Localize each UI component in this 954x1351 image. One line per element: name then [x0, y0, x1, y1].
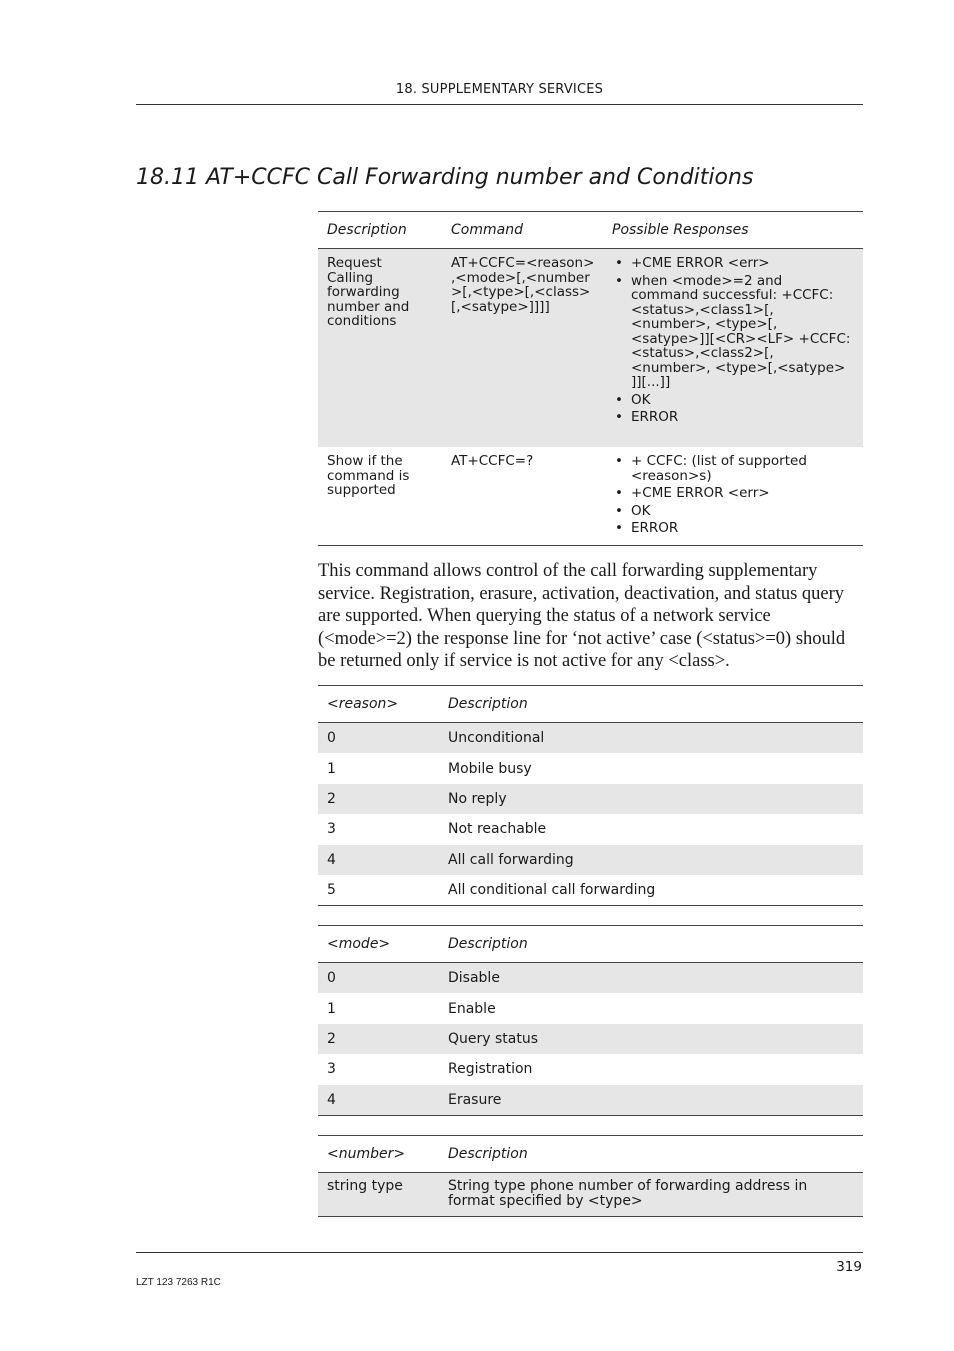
number-description: String type phone number of forwarding address in format specified by <type>	[448, 1178, 808, 1209]
number-table-header	[318, 1136, 863, 1173]
reason-value: 0	[327, 730, 336, 747]
response-item: • +CME ERROR <err>	[612, 486, 851, 501]
reason-description: All call forwarding	[448, 851, 574, 868]
mode-description: Disable	[448, 970, 500, 987]
reason-table	[318, 685, 863, 906]
response-item: • ERROR	[612, 521, 851, 536]
response-item: • OK	[612, 504, 851, 519]
mode-description: Registration	[448, 1061, 533, 1078]
command-table-header	[318, 212, 863, 249]
table-row	[318, 845, 863, 875]
header-rule	[136, 104, 863, 105]
mode-description: Query status	[448, 1030, 539, 1047]
header-description: Description	[448, 1146, 528, 1162]
table-row	[318, 814, 863, 844]
table-row	[318, 875, 863, 905]
section-number: 18.11 AT+CCFC	[136, 165, 311, 190]
reason-description: All conditional call forwarding	[448, 882, 656, 899]
table-row	[318, 1024, 863, 1054]
footer-rule	[136, 1252, 863, 1253]
reason-table-header	[318, 686, 863, 723]
row-command: AT+CCFC=<reason> ,<mode>[,<number >[,<type>[,<class> [,<satype>]]]]	[451, 255, 595, 315]
reason-description: Mobile busy	[448, 760, 532, 777]
row-responses	[603, 249, 863, 447]
command-table	[318, 211, 863, 546]
header-description: Description	[448, 936, 528, 952]
reason-value: 4	[327, 851, 336, 868]
response-item: • when <mode>=2 and command successful: +CCFC: <status>,<class1>[,<number>, <type>[,<satype>]][<CR><LF> +CCFC: <status>,<class2>[,<number>, <type>[,<satype> ]][...]]	[612, 274, 851, 390]
response-item: • +CME ERROR <err>	[612, 256, 851, 271]
row-description: Show if the command is supported	[327, 453, 410, 498]
mode-description: Erasure	[448, 1091, 502, 1108]
number-value: string type	[327, 1178, 403, 1194]
table-row	[318, 963, 863, 993]
row-responses	[603, 447, 863, 545]
table-row	[318, 447, 863, 545]
mode-table-header	[318, 926, 863, 963]
reason-value: 1	[327, 760, 336, 777]
running-header: 18. SUPPLEMENTARY SERVICES	[395, 82, 604, 97]
response-item: • OK	[612, 393, 851, 408]
number-table	[318, 1135, 863, 1217]
table-row	[318, 784, 863, 814]
mode-value: 1	[327, 1000, 336, 1017]
mode-value: 0	[327, 970, 336, 987]
reason-description: No reply	[448, 790, 507, 807]
table-row	[318, 1085, 863, 1115]
reason-value: 3	[327, 821, 336, 838]
header-responses: Possible Responses	[612, 222, 749, 238]
header-reason: <reason>	[327, 696, 399, 712]
row-command: AT+CCFC=?	[451, 453, 534, 469]
response-item: • + CCFC: (list of supported <reason>s)	[612, 454, 851, 483]
section-title	[136, 165, 753, 190]
body-paragraph: This command allows control of the call forwarding supplementary service. Registration, erasure, activation, deactivation, and status query are supported. When querying the status of a network service (<mode>=2) the response line for ‘not active’ case (<status>=0) should be returned only if service is not active for any <class>.	[318, 561, 846, 671]
section-name: Call Forwarding number and Conditions	[317, 165, 754, 190]
table-row	[318, 1173, 863, 1216]
row-description: Request Calling forwarding number and conditions	[327, 255, 410, 329]
header-mode: <mode>	[327, 936, 391, 952]
mode-table	[318, 925, 863, 1116]
mode-value: 2	[327, 1030, 336, 1047]
table-row	[318, 753, 863, 783]
table-row	[318, 723, 863, 753]
page-number: 319	[836, 1259, 862, 1275]
header-description: Description	[448, 696, 528, 712]
table-row	[318, 993, 863, 1023]
mode-value: 4	[327, 1091, 336, 1108]
document-id: LZT 123 7263 R1C	[136, 1277, 221, 1288]
table-row	[318, 1054, 863, 1084]
response-item: • ERROR	[612, 410, 851, 425]
header-command: Command	[451, 222, 523, 238]
mode-value: 3	[327, 1061, 336, 1078]
reason-description: Unconditional	[448, 730, 545, 747]
table-row	[318, 249, 863, 447]
reason-value: 2	[327, 790, 336, 807]
mode-description: Enable	[448, 1000, 496, 1017]
header-number: <number>	[327, 1146, 406, 1162]
header-description: Description	[327, 222, 407, 238]
reason-value: 5	[327, 882, 336, 899]
reason-description: Not reachable	[448, 821, 547, 838]
